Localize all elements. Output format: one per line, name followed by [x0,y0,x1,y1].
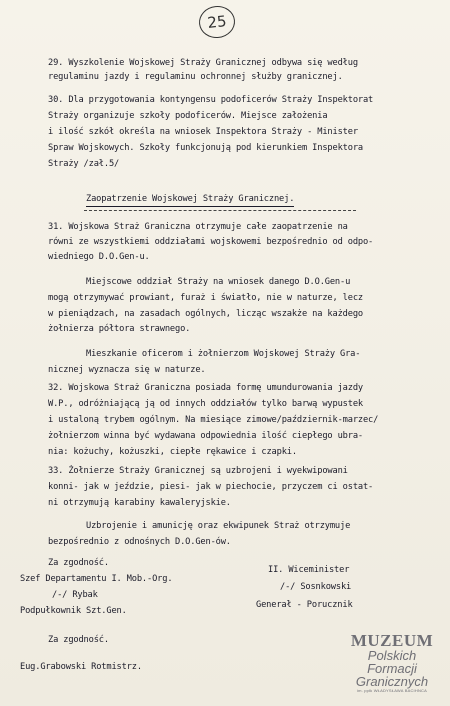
watermark-line: Formacji [367,661,417,676]
page-number: 25 [197,4,236,40]
paragraph-line: Spraw Wojskowych. Szkoły funkcjonują pod kierunkiem Inspektora [48,143,363,153]
paragraph-line: 33. Żołnierze Straży Granicznej są uzbrojeni i wyekwipowani [48,466,348,476]
heading-divider [84,210,356,211]
paragraph-line: żołnierza półtora strawnego. [48,324,191,334]
signature-line: /-/ Rybak [52,590,98,600]
watermark-line: im. ppłk WŁADYSŁAWA BACIHNCA [357,688,427,693]
paragraph-line: w pieniądzach, na zasadach ogólnych, licząc wszakże na każdego [48,309,363,319]
signature-line: Szef Departamentu I. Mob.-Org. [20,574,173,584]
paragraph-line: równi ze wszystkiemi oddziałami wojskowemi bezpośrednio od odpo- [48,237,374,247]
signature-line: Eug.Grabowski Rotmistrz. [20,662,142,672]
paragraph-line: konni- jak w jeździe, piesi- jak w piechocie, przyczem ci ostat- [48,482,374,492]
paragraph-line: ni otrzymują karabiny kawaleryjskie. [48,498,231,508]
paragraph-line: Straży organizuje szkoły podoficerów. Miejsce założenia [48,111,328,121]
paragraph-line: 30. Dla przygotowania kontyngensu podoficerów Straży Inspektorat [48,95,374,105]
paragraph-line: 32. Wojskowa Straż Graniczna posiada formę umundurowania jazdy [48,383,363,393]
watermark-line: MUZEUM [350,631,434,650]
paragraph-line: wiedniego D.O.Gen-u. [48,252,150,262]
museum-watermark [338,632,446,693]
paragraph-line: W.P., odróżniającą ją od innych oddziałów tylko barwą wypustek [48,399,363,409]
paragraph-line: regulaminu jazdy i regulaminu ochronnej służby granicznej. [48,72,343,82]
paragraph-line: i ustaloną trybem ogólnym. Na miesiące zimowe/październik-marzec/ [48,415,379,425]
signature-line: II. Wiceminister [268,565,350,575]
watermark-line: Granicznych [355,674,429,689]
paragraph-line: mogą otrzymywać prowiant, furaż i światło, nie w naturze, lecz [48,293,363,303]
paragraph-line: i ilość szkół określa na wniosek Inspektora Straży - Minister [48,127,358,137]
signature-line: Za zgodność. [48,558,109,568]
paragraph-line: Mieszkanie oficerom i żołnierzom Wojskowej Straży Gra- [86,349,361,359]
signature-line: /-/ Sosnkowski [280,582,352,592]
paragraph-line: bezpośrednio z odnośnych D.O.Gen-ów. [48,537,231,547]
paragraph-line: 31. Wojskowa Straż Graniczna otrzymuje całe zaopatrzenie na [48,222,348,232]
paragraph-line: Miejscowe oddział Straży na wniosek danego D.O.Gen-u [86,277,351,287]
paragraph-line: żołnierzom winna być wydawana odpowiednia ilość ciepłego ubra- [48,431,363,441]
signature-line: Generał - Porucznik [256,600,353,610]
signature-line: Za zgodność. [48,635,109,645]
paragraph-line: nia: kożuchy, kożuszki, ciepłe rękawice i czapki. [48,447,297,457]
signature-line: Podpułkownik Szt.Gen. [20,606,127,616]
paragraph-line: Straży /zał.5/ [48,159,120,169]
section-heading: Zaopatrzenie Wojskowej Straży Granicznej. [86,194,294,207]
paragraph-line: nicznej wyznacza się w naturze. [48,365,206,375]
watermark-line: Polskich [367,648,417,663]
paragraph-line: 29. Wyszkolenie Wojskowej Straży Granicznej odbywa się według [48,58,358,68]
paragraph-line: Uzbrojenie i amunicję oraz ekwipunek Straż otrzymuje [86,521,351,531]
